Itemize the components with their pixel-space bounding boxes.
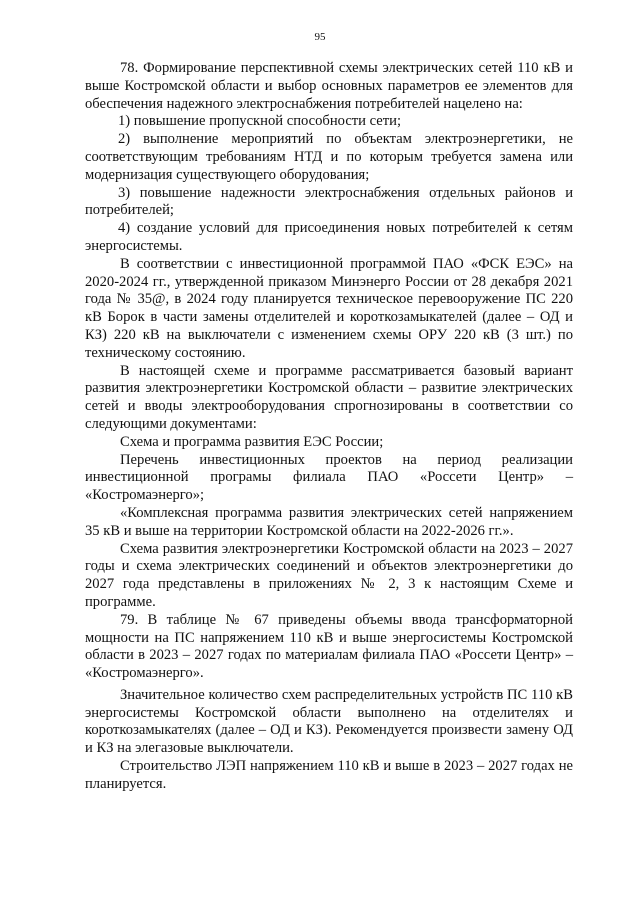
list-item-2: 2) выполнение мероприятий по объектам электроэнергетики, не соответствующим требованиям НТД и по которым требуется замена или модернизация существующего оборудования;	[85, 131, 573, 183]
page-number: 95	[314, 31, 326, 43]
document-list-item: Схема и программа развития ЕЭС России;	[120, 433, 384, 450]
list-item-1: 1) повышение пропускной способности сети;	[118, 113, 402, 130]
paragraph-base-variant: В настоящей схеме и программе рассматривается базовый вариант развития электроэнергетики Костромской области – развитие электрических сетей и вводы электрооборудования спрогнозированы в соответствии со следующими документами:	[85, 362, 573, 432]
paragraph-investment-program: В соответствии с инвестиционной программой ПАО «ФСК ЕЭС» на 2020-2024 гг., утвержденной приказом Минэнерго России от 28 декабря 2021 года № 35@, в 2024 году планируется техническое перевооружение ПС 220 кВ Борок в части замены отделителей и короткозамыкателей (далее – ОД и КЗ) 220 кВ на выключатели с изменением схемы ОРУ 220 кВ (3 шт.) по техническому состоянию.	[85, 255, 573, 361]
list-item-3: 3) повышение надежности электроснабжения отдельных районов и потребителей;	[85, 184, 573, 219]
paragraph-appendices: Схема развития электроэнергетики Костромской области на 2023 – 2027 годы и схема электрических соединений и объектов электроэнергетики до 2027 года представлены в приложениях № 2, 3 к настоящим Схеме и программе.	[85, 540, 573, 610]
document-list-item: Перечень инвестиционных проектов на период реализации инвестиционной програмы филиала ПАО «Россети Центр» – «Костромаэнерго»;	[85, 451, 573, 504]
paragraph-78-intro: 78. Формирование перспективной схемы электрических сетей 110 кВ и выше Костромской области и выбор основных параметров ее элементов для обеспечения надежного электроснабжения потребителей нацелено на:	[85, 60, 573, 112]
document-list-item: «Комплексная программа развития электрических сетей напряжением 35 кВ и выше на территории Костромской области на 2022-2026 гг.».	[85, 504, 573, 539]
paragraph-switchgear: Значительное количество схем распределительных устройств ПС 110 кВ энергосистемы Костромской области выполнено на отделителях и короткозамыкателях (далее – ОД и КЗ). Рекомендуется произвести замену ОД и КЗ на элегазовые выключатели.	[85, 686, 573, 757]
document-body	[85, 60, 573, 794]
paragraph-power-lines: Строительство ЛЭП напряжением 110 кВ и выше в 2023 – 2027 годах не планируется.	[85, 758, 573, 792]
paragraph-79-table: 79. В таблице № 67 приведены объемы ввода трансформаторной мощности на ПС напряжением 110 кВ и выше энергосистемы Костромской области в 2023 – 2027 годах по материалам филиала ПАО «Россети Центр» – «Костромаэнерго».	[85, 611, 573, 682]
list-item-4: 4) создание условий для присоединения новых потребителей к сетям энергосистемы.	[85, 220, 573, 254]
